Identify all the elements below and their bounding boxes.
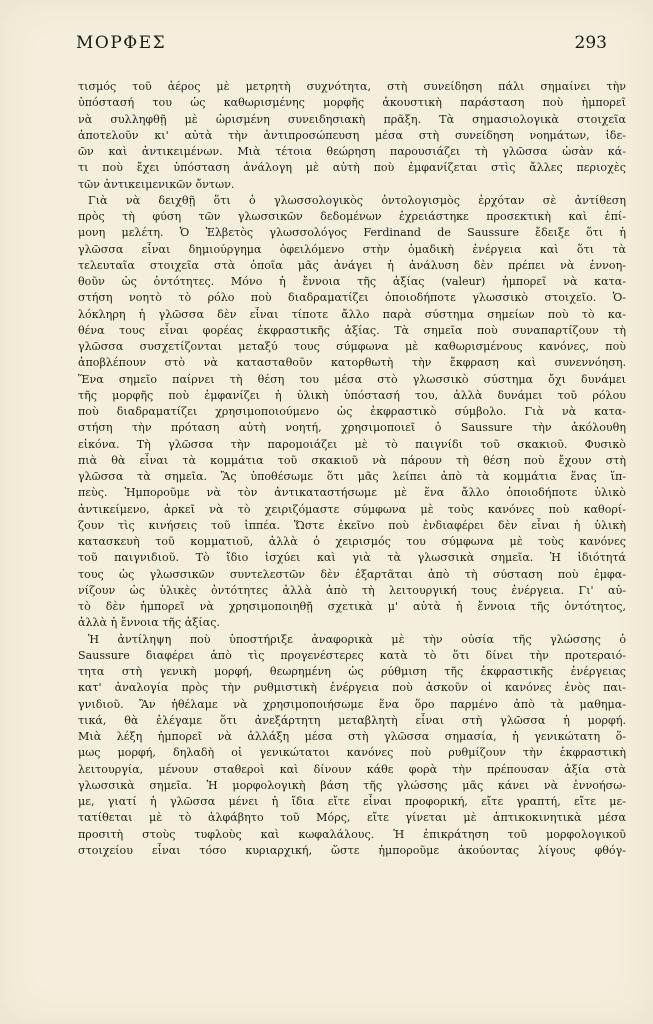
text-line: μως μορφή, δηλαδὴ οἱ γενικώτατοι κανόνες ποὺ ρυθμίζουν τὴν ἐκφραστικὴ <box>78 746 626 760</box>
text-line: γλῶσσα εἶναι δημιούργημα ὀφειλόμενο στὴν ὁμαδικὴ ἐνέργεια καὶ ὅτι τὰ <box>78 242 626 256</box>
page-number: 293 <box>574 33 607 53</box>
text-line: λόκληρη ἡ γλῶσσα δὲν εἶναι τίποτε ἄλλο παρὰ σύστημα σημείων ποὺ τὸ κα- <box>78 307 626 321</box>
text-line: εἰκόνα. Τὴ γλῶσσα τὴν παρομοιάζει μὲ τὸ παιγνίδι τοῦ σκακιοῦ. Φυσικὸ <box>78 437 626 451</box>
text-line: τητα στὴ γενικὴ μορφή, θεωρημένη ὡς ρύθμιση τῆς ἐκφραστικῆς ἐνέργειας <box>78 665 626 678</box>
text-line: γλωσσικὰ σημεῖα. Ἡ μορφολογικὴ βάση τῆς γλώσσης μᾶς κάνει νὰ ἐννοήσω- <box>78 778 626 792</box>
text-line: ἀποβλέπουν στὸ νὰ κατασταθοῦν κατορθωτὴ τὴν ἔκφραση καὶ συνεννόηση. <box>78 356 626 370</box>
text-line: θοῦν ὡς ὀντότητες. Μόνο ἡ ἔννοια τῆς ἀξίας (valeur) ἠμπορεῖ νὰ κατα- <box>78 275 626 288</box>
text-line: μονη μελέτη. Ὁ Ἑλβετὸς γλωσσολόγος Ferdinand de Saussure ἔδειξε ὅτι ἡ <box>78 226 626 240</box>
text-line: γνιδιοῦ. Ἂν ἠθέλαμε νὰ χρησιμοποιήσωμε ἕνα ὅρο παρμένο ἀπὸ τὰ μαθημα- <box>78 697 626 711</box>
text-line: τοῦ παιγνιδιοῦ. Τὸ ἴδιο ἰσχύει καὶ γιὰ τὰ γλωσσικὰ σημεῖα. Ἡ ἰδιότητά <box>78 551 626 565</box>
text-line: ποὺ διαδραματίζει χρησιμοποιούμενο ὡς ἐκφραστικὸ σύμβολο. Γιὰ νὰ κατα- <box>78 405 626 418</box>
text-line: Saussure διαφέρει ἀπὸ τὶς προγενέστερες κατὰ τὸ ὅτι δίνει τὴν προτεραιό- <box>78 648 626 662</box>
text-line: ἀλλὰ ἡ ἔννοια τῆς ἀξίας. <box>78 616 220 630</box>
text-line: τῆς μορφῆς ποὺ ἐμφανίζει ἡ ὑλικὴ ὑπόστασή του, ἀλλὰ δυνάμει τοῦ ρόλου <box>78 388 626 402</box>
text-line: Γιὰ νὰ δειχθῇ ὅτι ὁ γλωσσολογικὸς ὀντολογισμὸς ἐρχόταν σὲ ἀντίθεση <box>88 193 626 207</box>
text-line: πρὸς τὴ φύση τῶν γλωσσικῶν δεδομένων ἐχρειάστηκε προσεκτικὴ καὶ ἐπί- <box>78 210 626 223</box>
text-line: τους ὡς γλωσσικῶν συντελεστῶν δὲν ἐξαρτᾶται ἀπὸ τὴ σύσταση ποὺ ἐμφα- <box>78 567 626 581</box>
text-line: γλῶσσα τὰ σημεῖα. Ἂς ὑποθέσωμε ὅτι μᾶς λείπει ἀπὸ τὰ κομμάτια ἕνας ἵπ- <box>78 470 626 483</box>
text-line: νίζουν ὡς ὑλικὲς ὀντότητες ἀλλὰ ἀπὸ τὴ λειτουργική τους ἐνέργεια. Γι' αὐ- <box>78 583 626 597</box>
text-line: γλῶσσα συσχετίζονται μεταξύ τους σύμφωνα μὲ καθωρισμένους κανόνες, ποὺ <box>78 340 626 353</box>
text-line: στοιχείου εἶναι τόσο κυριαρχική, ὥστε ἠμποροῦμε ἀκούοντας λίγους φθόγ- <box>78 843 626 857</box>
body-text <box>78 79 626 859</box>
text-line: τι ποὺ ἔχει ὑπόσταση ἀνάλογη μὲ αὐτὴ ποὺ ἐμφανίζεται στὶς ἄλλες περιοχὲς <box>78 161 626 175</box>
text-line: πιὰ θὰ εἶναι τὰ κομμάτια τοῦ σκακιοῦ νὰ πάρουν τὴ θέση ποὺ ἔχουν στὴ <box>78 453 626 467</box>
text-line: ἀντικείμενο, ἀρκεῖ νὰ τὸ χειριζόμαστε σύμφωνα μὲ τοὺς κανόνες ποὺ καθορί- <box>78 502 626 516</box>
text-line: θένα τους εἶναι φορέας ἐκφραστικῆς ἀξίας. Τὰ σημεῖα ποὺ συναπαρτίζουν τὴ <box>78 323 626 337</box>
text-line: τῶν ἀντικειμενικῶν ὄντων. <box>78 177 235 191</box>
journal-title: ΜΟΡΦΕΣ <box>76 33 167 53</box>
page-header <box>76 30 607 60</box>
text-line: κατασκευὴ τοῦ κομματιοῦ, ἀλλὰ ὁ χειρισμός του σύμφωνα μὲ τοὺς κανόνες <box>78 535 626 548</box>
text-line: στήση τὴν πρόταση αὐτὴ νοητή, χρησιμοποιεῖ ὁ Saussure τὴν ἀκόλουθη <box>78 421 626 435</box>
text-line: τελευταῖα στοιχεῖα στὰ ὁποῖα μᾶς ἀνάγει ἡ ἀνάλυση δὲν πρέπει νὰ ἐννοη- <box>78 258 626 272</box>
text-line: ῶν καὶ ἀντικειμένων. Μιὰ τέτοια θεώρηση παρουσιάζει τὴ γλῶσσα ὡσὰν κά- <box>78 145 626 158</box>
text-line: τικά, θὰ ἐλέγαμε ὅτι ἀνεξάρτητη μεταβλητὴ εἶναι στὴ γλῶσσα ἡ μορφή. <box>78 713 626 727</box>
text-line: Ἕνα σημεῖο παίρνει τὴ θέση του μέσα στὸ γλωσσικὸ σύστημα ὄχι δυνάμει <box>78 372 626 386</box>
text-line: τισμός τοῦ ἀέρος μὲ μετρητὴ συχνότητα, στὴ συνείδηση πάλι σημαίνει τὴν <box>78 80 626 93</box>
text-line: τατίθεται μὲ τὸ ἀλφάβητο τοῦ Μόρς, εἴτε γίνεται μὲ ἀπτικοκινητικὰ μέσα <box>78 811 626 825</box>
text-line: με, γιατί ἡ γλῶσσα μένει ἡ ἴδια εἴτε εἶναι προφορική, εἴτε γραπτή, εἴτε με- <box>78 795 626 808</box>
text-line: Μιὰ λέξη ἠμπορεῖ νὰ ἀλλάξη μέσα στὴ γλῶσσα σημασία, ἡ γενικώτατη ὅ- <box>78 730 626 743</box>
text-line: ζουν τὶς κινήσεις τοῦ ἱππέα. Ὥστε ἐκεῖνο ποὺ ἐνδιαφέρει δὲν εἶναι ἡ ὑλικὴ <box>78 518 626 532</box>
text-line: Ἡ ἀντίληψη ποὺ ὑποστήριξε ἀναφορικὰ μὲ τὴν οὐσία τῆς γλώσσης ὁ <box>88 632 626 646</box>
text-line: κατ' ἀναλογία πρὸς τὴν ρυθμιστικὴ ἐνέργεια ποὺ ἀσκοῦν οἱ κανόνες ἑνὸς παι- <box>78 681 626 695</box>
text-line: τὸ δὲν ἠμπορεῖ νὰ χρησιμοποιηθῇ σχετικὰ μ' αὐτὰ ἡ ἔννοια τῆς ὀντότητος, <box>78 600 626 613</box>
text-line: πεὺς. Ἠμποροῦμε νὰ τὸν ἀντικαταστήσωμε μὲ ἕνα ἄλλο ὁποιοδήποτε ὑλικὸ <box>78 486 626 500</box>
text-line: νὰ συλληφθῇ μὲ ὡρισμένη συνειδησιακὴ πρᾶξη. Τὰ σημασιολογικὰ στοιχεῖα <box>78 112 626 126</box>
text-line: στήση νοητὸ τὸ ρόλο ποὺ διαδραματίζει ὁποιοδήποτε γλωσσικὸ στοιχεῖο. Ὁ- <box>78 291 626 305</box>
text-line: ὑπόστασή του ὡς καθωρισμένης μορφῆς ἀκουστικὴ παράσταση ποὺ ἠμπορεῖ <box>78 96 626 110</box>
text-line: λειτουργία, μένουν σταθεροὶ καὶ δίνουν κάθε φορὰ τὴν πρέπουσαν ἀξία στὰ <box>78 762 626 776</box>
text-line: ἀποτελοῦν κι' αὐτὰ τὴν ἀντιπροσώπευση μέσα στὴ συνείδηση νοημάτων, ἰδε- <box>78 128 626 142</box>
text-line: προσιτὴ στοὺς τυφλοὺς καὶ κωφαλάλους. Ἡ ἐπικράτηση τοῦ μορφολογικοῦ <box>78 827 626 841</box>
